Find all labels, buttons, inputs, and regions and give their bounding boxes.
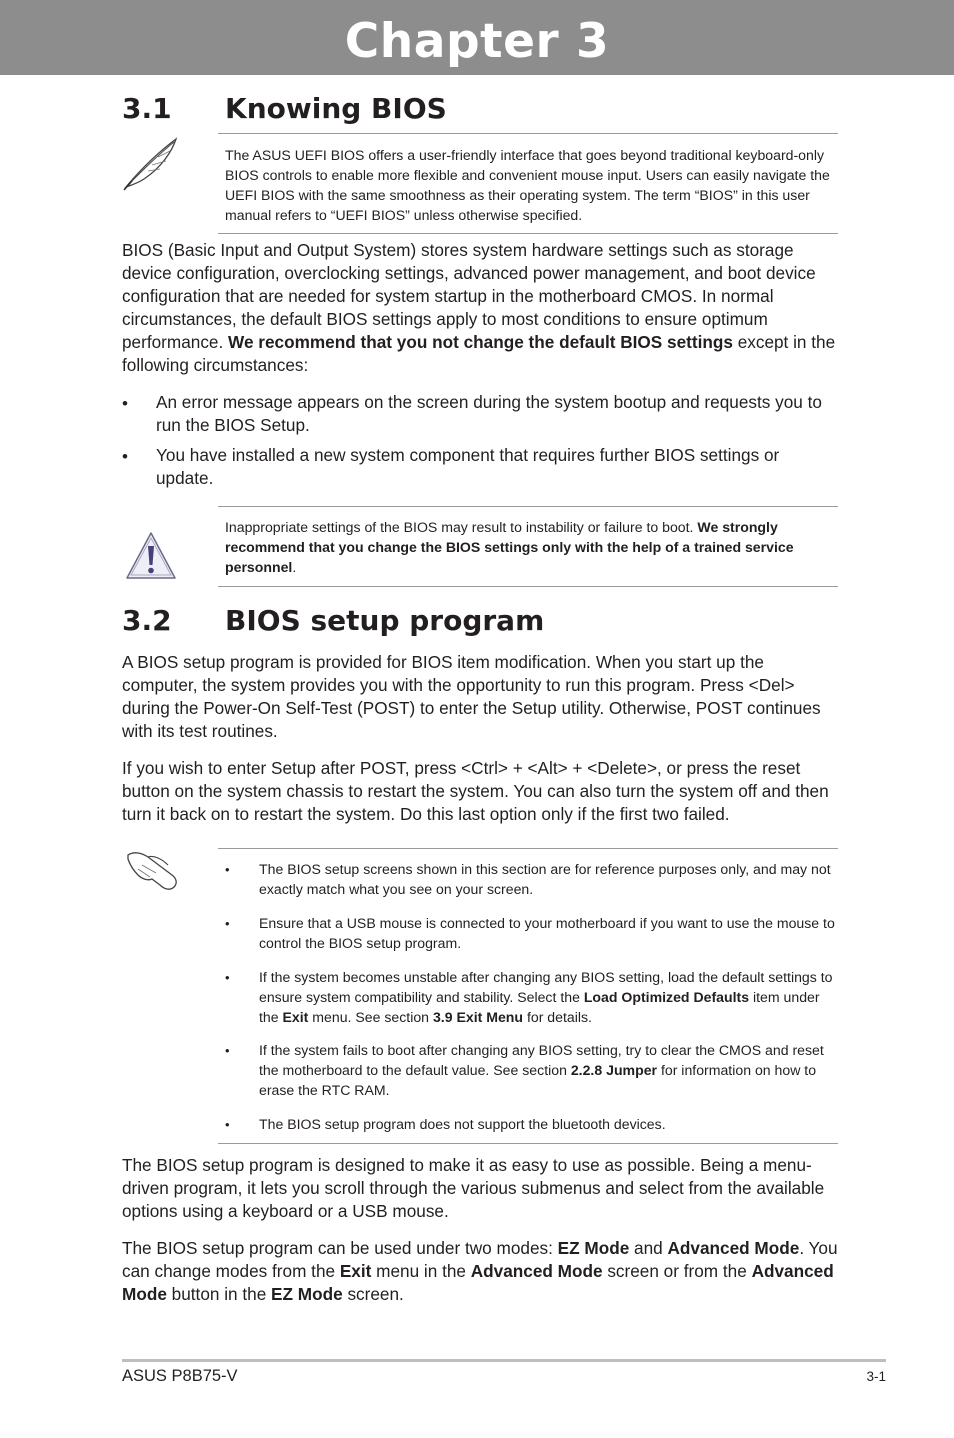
note-usb-mouse: Ensure that a USB mouse is connected to your motherboard if you want to use the mouse to control the BIOS setup program.	[259, 915, 835, 951]
feather-pen-icon	[122, 135, 180, 196]
note-clear-cmos: If the system fails to boot after changing any BIOS setting, try to clear the CMOS and reset the motherboard to the default value. See section 2.2.8 Jumper for information on how to erase the RTC RAM.	[259, 1042, 824, 1098]
section-title: BIOS setup program	[225, 604, 545, 637]
caution-bottom-rule	[218, 586, 838, 587]
intro-text: BIOS (Basic Input and Output System) stores system hardware settings such as storage device configuration, overclocking settings, advanced power management, and boot device configuration that are needed for system startup in the motherboard CMOS. In normal circumstances, the default BIOS settings apply to most conditions to ensure optimum performance.	[122, 240, 816, 352]
section-number: 3.1	[122, 92, 172, 125]
caution-text-end: .	[292, 559, 297, 575]
bios-note-text: The ASUS UEFI BIOS offers a user-friendly interface that goes beyond traditional keyboard-only BIOS controls to enable more flexible and convenient mouse input. Users can easily navigate the UEFI BIOS with the same smoothness as their operating system. The term “BIOS” in this user manual refers to “UEFI BIOS” unless otherwise specified.	[225, 147, 830, 223]
bullet-marker: •	[122, 447, 128, 466]
setup-paragraph-2: If you wish to enter Setup after POST, press <Ctrl> + <Alt> + <Delete>, or press the reset button on the system chassis to restart the system. You can also turn the system off and then turn it back on to restart the system. Do this last option only if the first two failed.	[122, 758, 829, 824]
bullet-marker: •	[225, 862, 230, 877]
bullet-marker: •	[225, 1043, 230, 1058]
footer-rule	[122, 1359, 886, 1362]
bullet-marker: •	[225, 916, 230, 931]
notes-top-rule	[218, 848, 838, 849]
setup-paragraph-3: The BIOS setup program is designed to make it as easy to use as possible. Being a menu-driven program, it lets you scroll through the various submenus and select from the available options using a keyboard or a USB mouse.	[122, 1155, 825, 1221]
footer-page-number: 3-1	[866, 1369, 886, 1384]
section-heading-bios-setup	[122, 604, 544, 637]
bullet-marker: •	[225, 1117, 230, 1132]
caution-emphasis: We strongly recommend that you change the BIOS settings only with the help of a trained service personnel	[225, 519, 794, 575]
caution-text	[225, 517, 837, 577]
note-bottom-rule	[218, 233, 838, 234]
chapter-title: Chapter 3	[344, 14, 610, 69]
pointing-hand-icon	[124, 845, 182, 898]
section-title: Knowing BIOS	[225, 92, 447, 125]
section-heading-knowing-bios	[122, 92, 447, 125]
note-bluetooth: The BIOS setup program does not support the bluetooth devices.	[259, 1116, 666, 1132]
warning-triangle-icon	[124, 530, 178, 587]
setup-paragraph-1: A BIOS setup program is provided for BIOS item modification. When you start up the computer, the system provides you with the opportunity to run this program. Press <Del> during the Power-On Self-Test (POST) to enter the Setup utility. Otherwise, POST continues with its test routines.	[122, 652, 821, 741]
bullet-marker: •	[225, 970, 230, 985]
bullet-item-error-message: An error message appears on the screen during the system bootup and requests you to run the BIOS Setup.	[156, 392, 822, 435]
note-reference-screens: The BIOS setup screens shown in this section are for reference purposes only, and may not exactly match what you see on your screen.	[259, 861, 831, 897]
intro-emphasis: We recommend that you not change the default BIOS settings	[228, 332, 733, 352]
bios-intro-paragraph	[122, 239, 838, 377]
notes-bottom-rule	[218, 1143, 838, 1144]
footer-product-name: ASUS P8B75-V	[122, 1367, 238, 1385]
note-top-rule	[218, 133, 838, 134]
setup-paragraph-4: The BIOS setup program can be used under two modes: EZ Mode and Advanced Mode. You can change modes from the Exit menu in the Advanced Mode screen or from the Advanced Mode button in the EZ Mode screen.	[122, 1238, 838, 1304]
intro-text-end: except in the following circumstances:	[122, 332, 836, 375]
section-number: 3.2	[122, 604, 172, 637]
note-load-defaults: If the system becomes unstable after changing any BIOS setting, load the default settings to ensure system compatibility and stability. Select the Load Optimized Defaults item under the Exit menu. See section 3.9 Exit Menu for details.	[259, 969, 833, 1025]
caution-text-start: Inappropriate settings of the BIOS may result to instability or failure to boot.	[225, 519, 698, 535]
bullet-marker: •	[122, 394, 128, 413]
caution-top-rule	[218, 506, 838, 507]
bullet-item-new-component: You have installed a new system component that requires further BIOS settings or update.	[156, 445, 780, 488]
